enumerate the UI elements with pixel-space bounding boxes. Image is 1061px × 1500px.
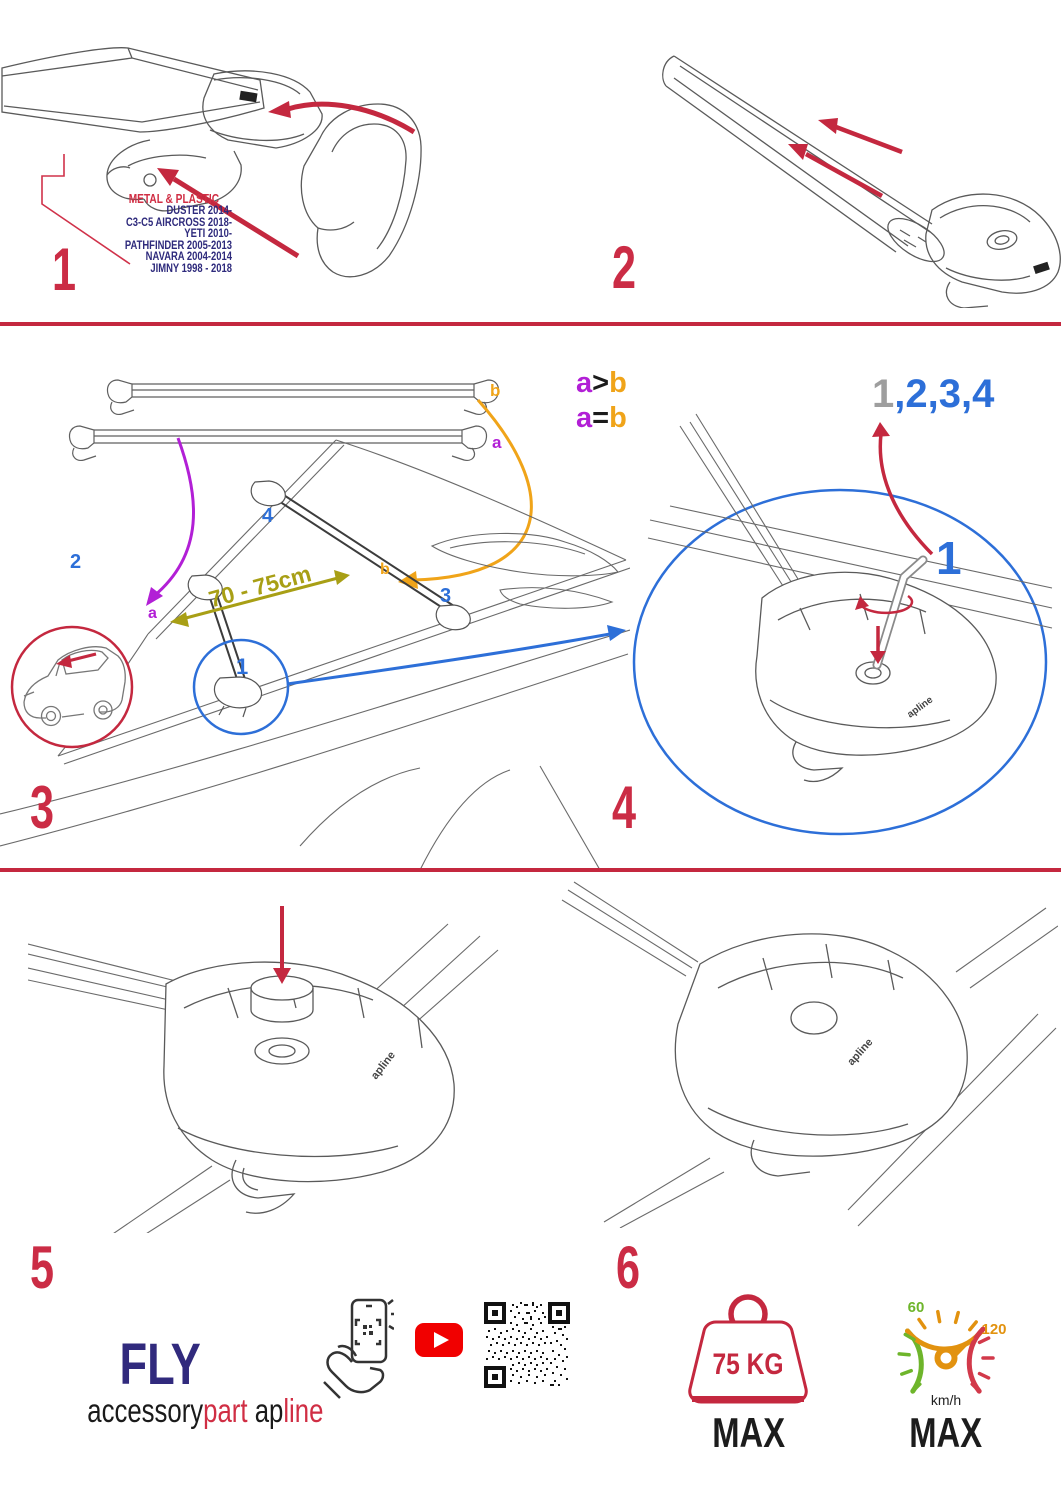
- weight-limit-icon: [676, 1290, 821, 1412]
- foot-detail: [756, 572, 996, 781]
- foot-label-2: 2: [70, 551, 82, 573]
- foot-logo: apline: [905, 694, 936, 721]
- brand-patch: [1033, 262, 1050, 274]
- step-number-2: 2: [612, 234, 637, 301]
- speed-high-tick: 120: [981, 1321, 1007, 1338]
- red-insert-arrows: [788, 118, 902, 196]
- model-item: C3-C5 AIRCROSS 2018-: [125, 216, 232, 229]
- foot-label-1: 1: [236, 654, 249, 679]
- section-divider-top: [0, 322, 1061, 326]
- qr-code: [484, 1302, 570, 1388]
- speed-unit: km/h: [930, 1392, 962, 1408]
- installed-foot-drawing: [558, 878, 1058, 1228]
- detail-pointer-line: [287, 634, 610, 684]
- material-label: METAL & PLASTIC: [128, 191, 220, 206]
- dimension-text: 70 - 75cm: [205, 560, 314, 613]
- foot-logo: apline: [368, 1049, 398, 1082]
- step-number-4: 4: [612, 774, 637, 841]
- brand-patch: [239, 91, 257, 103]
- foot-label-1-detail: 1: [936, 532, 962, 584]
- step-number-1: 1: [52, 236, 77, 303]
- roof-placement-drawing: [0, 340, 630, 870]
- car-direction-icon: [12, 627, 132, 747]
- model-item: NAVARA 2004-2014: [145, 251, 232, 263]
- product-name: FLY: [119, 1332, 201, 1397]
- step-number-3: 3: [30, 774, 55, 841]
- foot-logo: apline: [845, 1036, 876, 1069]
- bar-label-b: b: [490, 381, 501, 400]
- legend-row-2: a=b: [576, 402, 627, 434]
- max-load-value: 75 KG: [712, 1346, 784, 1381]
- hand-scanning-qr-icon: [322, 1298, 394, 1400]
- model-item: JIMNY 1998 - 2018: [150, 262, 232, 275]
- max-load-label: MAX: [712, 1409, 785, 1456]
- cap-press-drawing: [28, 888, 528, 1233]
- crossbar-a: [69, 426, 486, 460]
- max-speed-label: MAX: [909, 1409, 983, 1456]
- step-number-6: 6: [616, 1234, 641, 1301]
- brand-logo: accessorypart apline: [86, 1392, 324, 1429]
- installed-foot: [675, 934, 967, 1176]
- model-item: PATHFINDER 2005-2013: [124, 239, 232, 252]
- foot-label-4: 4: [262, 505, 274, 527]
- youtube-play-icon: [414, 1322, 464, 1358]
- step-number-5: 5: [30, 1234, 55, 1301]
- roof-label-b: b: [380, 561, 390, 578]
- speed-low-tick: 60: [907, 1299, 925, 1316]
- tighten-sequence: 1,2,3,4: [872, 372, 995, 416]
- roof-label-a: a: [148, 605, 157, 622]
- press-arrow: [273, 906, 291, 984]
- model-item: YETI 2010-: [184, 228, 232, 240]
- model-item: DUSTER 2014-: [166, 205, 232, 217]
- section-divider-bottom: [0, 868, 1061, 872]
- speedometer-icon: [880, 1288, 1012, 1420]
- foot-label-3: 3: [440, 585, 452, 607]
- tighten-detail-drawing: [610, 370, 1061, 870]
- bar-label-a: a: [492, 433, 502, 452]
- vehicle-model-list: [60, 206, 232, 275]
- guide-curve-a: [154, 438, 194, 596]
- crossbar-b: [107, 380, 501, 414]
- bar-insert-drawing: [610, 28, 1061, 308]
- legend-row-1: a>b: [576, 367, 627, 399]
